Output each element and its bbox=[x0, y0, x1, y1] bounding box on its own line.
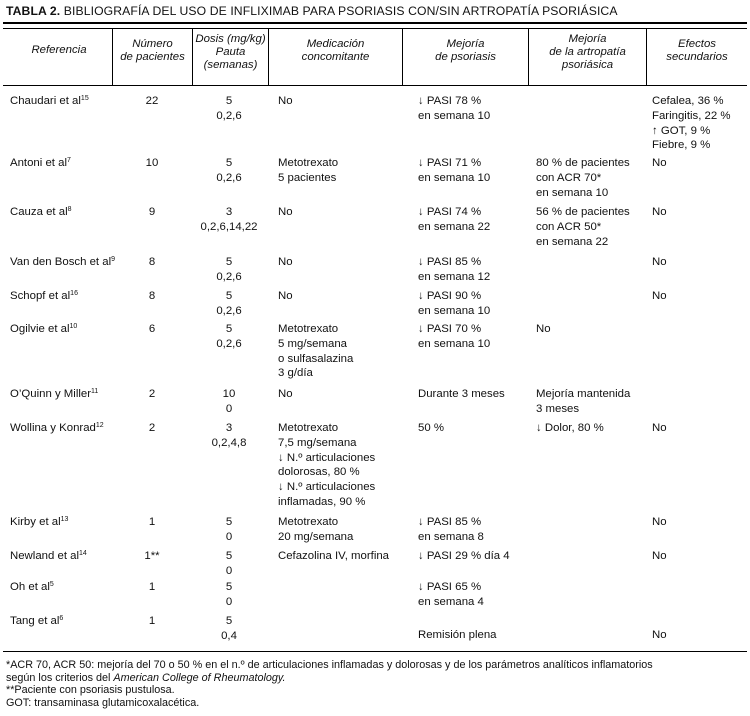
header-mejoria-psoriasis: Mejoría de psoriasis bbox=[435, 38, 496, 63]
cell-mejoria-artropatia: Mejoría mantenida 3 meses bbox=[536, 388, 631, 415]
cell-efectos: No bbox=[652, 256, 667, 268]
cell-numero: 9 bbox=[148, 206, 156, 218]
cell-mejoria-psoriasis: Durante 3 meses bbox=[418, 388, 505, 400]
table-row bbox=[0, 205, 750, 248]
cell-mejoria-psoriasis: ↓ PASI 70 % en semana 10 bbox=[418, 323, 491, 350]
cell-medicacion: No bbox=[278, 95, 293, 107]
cell-dosis: 5 0,4 bbox=[221, 615, 237, 642]
cell-mejoria-artropatia: ↓ Dolor, 80 % bbox=[536, 422, 604, 434]
cell-numero: 1 bbox=[148, 615, 156, 627]
cell-dosis: 3 0,2,6,14,22 bbox=[200, 206, 258, 233]
cell-referencia: Schopf et $al^{16}$ bbox=[10, 290, 78, 302]
table-row bbox=[0, 387, 750, 415]
cell-mejoria-psoriasis: Remisión plena bbox=[418, 629, 497, 641]
cell-dosis: 5 0 bbox=[225, 550, 233, 577]
cell-referencia: Chaudari et $al^{15}$ bbox=[10, 95, 89, 107]
cell-mejoria-psoriasis: ↓ PASI 90 % en semana 10 bbox=[418, 290, 491, 317]
cell-mejoria-psoriasis: ↓ PASI 29 % día 4 bbox=[418, 550, 510, 562]
header-referencia: Referencia bbox=[31, 44, 87, 56]
cell-referencia: Wollina y Konrad$^{12}$ bbox=[10, 422, 104, 434]
cell-medicacion: Metotrexato 7,5 mg/semana ↓ N.º articulaciones dolorosas, 80 % ↓ N.º articulaciones inflamadas, 90 % bbox=[278, 422, 376, 508]
cell-efectos: No bbox=[652, 422, 667, 434]
table-row bbox=[0, 94, 750, 152]
cell-numero: 1** bbox=[144, 550, 160, 562]
cell-numero: 8 bbox=[148, 256, 156, 268]
cell-dosis: 10 0 bbox=[222, 388, 236, 415]
table-bottom-rule bbox=[3, 651, 747, 652]
cell-referencia: Van den Bosch et $al^9$ bbox=[10, 256, 116, 268]
header-mejoria-artropatia: Mejoría de la artropatía psoriásica bbox=[549, 33, 626, 71]
cell-referencia: Ogilvie et $al^{10}$ bbox=[10, 323, 78, 335]
cell-efectos: No bbox=[652, 206, 667, 218]
cell-efectos: No bbox=[652, 550, 667, 562]
cell-medicacion: No bbox=[278, 206, 293, 218]
cell-dosis: 5 0,2,6 bbox=[216, 157, 242, 184]
cell-dosis: 5 0,2,6 bbox=[216, 290, 242, 317]
cell-mejoria-psoriasis: 50 % bbox=[418, 422, 444, 434]
cell-medicacion: Metotrexato 20 mg/semana bbox=[278, 516, 354, 543]
cell-medicacion: No bbox=[278, 388, 293, 400]
table-row bbox=[0, 289, 750, 317]
footnotes bbox=[6, 659, 744, 709]
cell-referencia: O’Quinn y Miller$^{11}$ bbox=[10, 388, 99, 400]
cell-numero: 10 bbox=[145, 157, 159, 169]
cell-dosis: 5 0,2,6 bbox=[216, 323, 242, 350]
table-row bbox=[0, 156, 750, 199]
table-row bbox=[0, 580, 750, 608]
cell-medicacion: No bbox=[278, 256, 293, 268]
cell-mejoria-psoriasis: ↓ PASI 85 % en semana 8 bbox=[418, 516, 484, 543]
cell-dosis: 5 0,2,6 bbox=[216, 256, 242, 283]
footnote-acr-line1: *ACR 70, ACR 50: mejoría del 70 o 50 % en el n.º de articulaciones inflamadas y dolorosas y de los parámetros analíticos inflamatorios bbox=[6, 659, 653, 671]
header-numero-pacientes: Número de pacientes bbox=[120, 38, 185, 63]
cell-dosis: 5 0 bbox=[225, 516, 233, 543]
cell-referencia: Newland et $al^{14}$ bbox=[10, 550, 87, 562]
header-dosis-pauta: Dosis (mg/kg) Pauta (semanas) bbox=[195, 33, 266, 71]
header-top-rule bbox=[3, 28, 747, 29]
cell-numero: 22 bbox=[145, 95, 159, 107]
table-row bbox=[0, 421, 750, 508]
cell-medicacion: Cefazolina IV, morfina bbox=[278, 550, 390, 562]
cell-numero: 2 bbox=[148, 388, 156, 400]
cell-numero: 6 bbox=[148, 323, 156, 335]
cell-medicacion: Metotrexato 5 mg/semana o sulfasalazina 3 g/día bbox=[278, 323, 354, 380]
table-title bbox=[6, 4, 744, 18]
cell-numero: 1 bbox=[148, 581, 156, 593]
cell-efectos: No bbox=[652, 629, 667, 641]
cell-referencia: Oh et $al^5$ bbox=[10, 581, 54, 593]
table-title-text: BIBLIOGRAFÍA DEL USO DE INFLIXIMAB PARA PSORIASIS CON/SIN ARTROPATÍA PSORIÁSICA bbox=[63, 4, 618, 18]
cell-mejoria-psoriasis: ↓ PASI 71 % en semana 10 bbox=[418, 157, 491, 184]
footnote-acr-line2: según los criterios del American College of Rheumatology. bbox=[6, 671, 286, 684]
header-bottom-rule bbox=[3, 85, 747, 86]
cell-mejoria-artropatia: No bbox=[536, 323, 551, 335]
table-row bbox=[0, 614, 750, 642]
header-efectos: Efectos secundarios bbox=[666, 38, 728, 63]
cell-efectos: Cefalea, 36 % Faringitis, 22 % ↑ GOT, 9 % Fiebre, 9 % bbox=[652, 95, 731, 152]
table-row bbox=[0, 515, 750, 543]
cell-mejoria-psoriasis: ↓ PASI 85 % en semana 12 bbox=[418, 256, 491, 283]
cell-efectos: No bbox=[652, 516, 667, 528]
cell-medicacion: No bbox=[278, 290, 293, 302]
cell-numero: 2 bbox=[148, 422, 156, 434]
cell-dosis: 3 0,2,4,8 bbox=[211, 422, 247, 449]
cell-mejoria-psoriasis: ↓ PASI 78 % en semana 10 bbox=[418, 95, 491, 122]
footnote-got: GOT: transaminasa glutamicoxalacética. bbox=[6, 696, 200, 709]
cell-dosis: 5 0 bbox=[225, 581, 233, 608]
cell-efectos: No bbox=[652, 290, 667, 302]
table-row bbox=[0, 549, 750, 577]
cell-numero: 1 bbox=[148, 516, 156, 528]
cell-mejoria-psoriasis: ↓ PASI 74 % en semana 22 bbox=[418, 206, 491, 233]
cell-numero: 8 bbox=[148, 290, 156, 302]
cell-dosis: 5 0,2,6 bbox=[216, 95, 242, 122]
footnote-pustulosa: **Paciente con psoriasis pustulosa. bbox=[6, 684, 175, 697]
cell-mejoria-artropatia: 56 % de pacientes con ACR 50* en semana 22 bbox=[536, 206, 630, 248]
table-label: TABLA 2. bbox=[6, 4, 61, 18]
cell-referencia: Cauza et $al^8$ bbox=[10, 206, 72, 218]
cell-medicacion: Metotrexato 5 pacientes bbox=[278, 157, 339, 184]
table-row bbox=[0, 322, 750, 380]
cell-efectos: No bbox=[652, 157, 667, 169]
table-row bbox=[0, 255, 750, 283]
cell-referencia: Kirby et $al^{13}$ bbox=[10, 516, 69, 528]
cell-mejoria-artropatia: 80 % de pacientes con ACR 70* en semana 10 bbox=[536, 157, 630, 199]
cell-mejoria-psoriasis: ↓ PASI 65 % en semana 4 bbox=[418, 581, 484, 608]
cell-referencia: Antoni et $al^7$ bbox=[10, 157, 71, 169]
top-rule bbox=[3, 22, 747, 24]
header-medicacion: Medicación concomitante bbox=[301, 38, 370, 63]
cell-referencia: Tang et $al^6$ bbox=[10, 615, 64, 627]
